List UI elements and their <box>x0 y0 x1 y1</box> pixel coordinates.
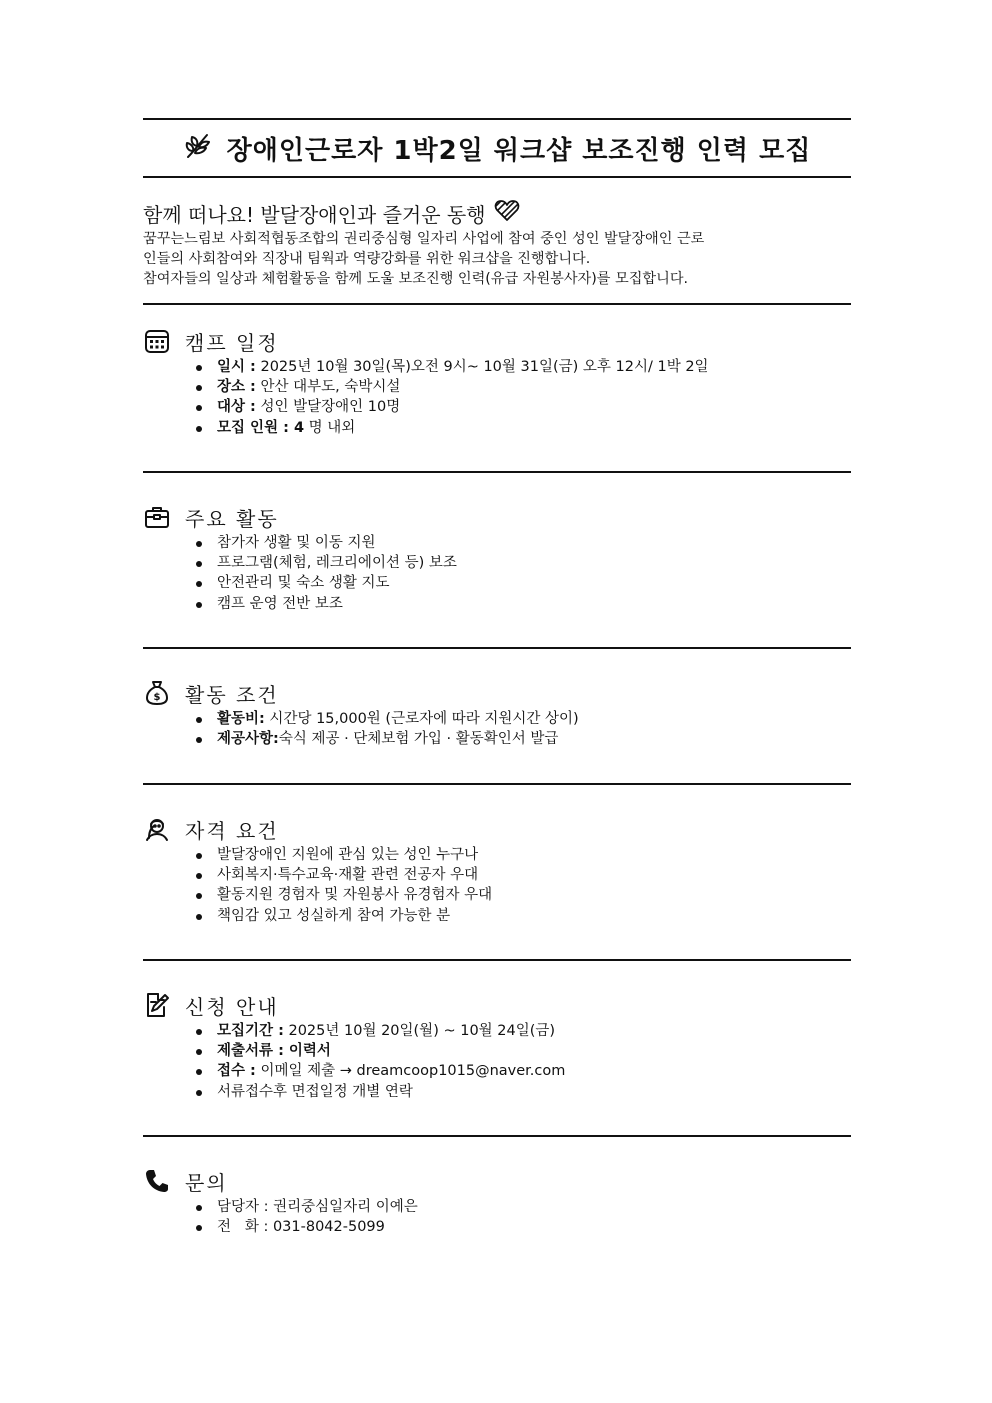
intro-headline: 함께 떠나요! 발달장애인과 즐거운 동행 <box>143 202 486 227</box>
list-item: 담당자 : 권리중심일자리 이예은 <box>193 1197 851 1217</box>
list-item: 캠프 운영 전반 보조 <box>193 594 851 614</box>
edit-document-icon <box>143 991 171 1019</box>
conditions-list <box>143 709 851 749</box>
money-bag-icon <box>143 679 171 707</box>
list-item: 책임감 있고 성실하게 참여 가능한 분 <box>193 906 851 926</box>
calendar-icon <box>143 327 171 355</box>
list-item: 서류접수후 면접일정 개별 연락 <box>193 1082 851 1102</box>
list-item: 모집 인원 : 4 명 내외 <box>193 418 851 438</box>
person-icon <box>143 815 171 843</box>
title-bottom-rule <box>143 176 851 178</box>
briefcase-icon <box>143 503 171 531</box>
section-divider <box>143 471 851 473</box>
heart-icon <box>494 200 520 227</box>
list-item: 사회복지·특수교육·재활 관련 전공자 우대 <box>193 865 851 885</box>
section-divider <box>143 647 851 649</box>
schedule-list <box>143 357 851 438</box>
section-title: 자격 요건 <box>185 818 279 843</box>
list-item: 안전관리 및 숙소 생활 지도 <box>193 573 851 593</box>
section-activities <box>143 502 851 614</box>
leaf-icon <box>183 131 213 165</box>
intro-block <box>143 198 855 289</box>
list-item: 발달장애인 지원에 관심 있는 성인 누구나 <box>193 845 851 865</box>
page-title: 장애인근로자 1박2일 워크샵 보조진행 인력 모집 <box>226 135 812 166</box>
section-divider <box>143 1135 851 1137</box>
intro-line: 꿈꾸는느림보 사회적협동조합의 권리중심형 일자리 사업에 참여 중인 성인 발달장애인 근로 <box>143 231 705 247</box>
list-item: 장소 : 안산 대부도, 숙박시설 <box>193 377 851 397</box>
section-title: 신청 안내 <box>185 994 279 1019</box>
list-item: 일시 : 2025년 10월 30일(목)오전 9시~ 10월 31일(금) 오후 12시/ 1박 2일 <box>193 357 851 377</box>
section-title: 활동 조건 <box>185 682 279 707</box>
intro-line: 인들의 사회참여와 직장내 팀웍과 역량강화를 위한 워크샵을 진행합니다. <box>143 251 591 267</box>
list-item: 전 화 : 031-8042-5099 <box>193 1217 851 1237</box>
section-divider <box>143 783 851 785</box>
list-item: 활동비: 시간당 15,000원 (근로자에 따라 지원시간 상이) <box>193 709 851 729</box>
phone-icon <box>143 1167 171 1195</box>
section-schedule <box>143 326 851 438</box>
list-item: 대상 : 성인 발달장애인 10명 <box>193 397 851 417</box>
list-item: 프로그램(체험, 레크리에이션 등) 보조 <box>193 553 851 573</box>
section-contact <box>143 1166 851 1237</box>
list-item: 활동지원 경험자 및 자원봉사 유경험자 우대 <box>193 885 851 905</box>
contact-list <box>143 1197 851 1237</box>
activities-list <box>143 533 851 614</box>
list-item: 제공사항:숙식 제공 · 단체보험 가입 · 활동확인서 발급 <box>193 729 851 749</box>
section-title: 문의 <box>185 1170 228 1195</box>
list-item: 모집기간 : 2025년 10월 20일(월) ~ 10월 24일(금) <box>193 1021 851 1041</box>
qualifications-list <box>143 845 851 926</box>
title-bar <box>143 120 851 176</box>
list-item: 제출서류 : 이력서 <box>193 1041 851 1061</box>
section-divider <box>143 303 851 305</box>
section-conditions <box>143 678 851 749</box>
list-item: 접수 : 이메일 제출 → dreamcoop1015@naver.com <box>193 1061 851 1081</box>
svg-text:$: $ <box>153 692 161 703</box>
section-title: 캠프 일정 <box>185 330 279 355</box>
section-title: 주요 활동 <box>185 506 279 531</box>
intro-line: 참여자들의 일상과 체험활동을 함께 도울 보조진행 인력(유급 자원봉사자)를 모집합니다. <box>143 271 689 287</box>
list-item: 참가자 생활 및 이동 지원 <box>193 533 851 553</box>
section-application <box>143 990 851 1102</box>
section-qualifications <box>143 814 851 926</box>
section-divider <box>143 959 851 961</box>
application-list <box>143 1021 851 1102</box>
